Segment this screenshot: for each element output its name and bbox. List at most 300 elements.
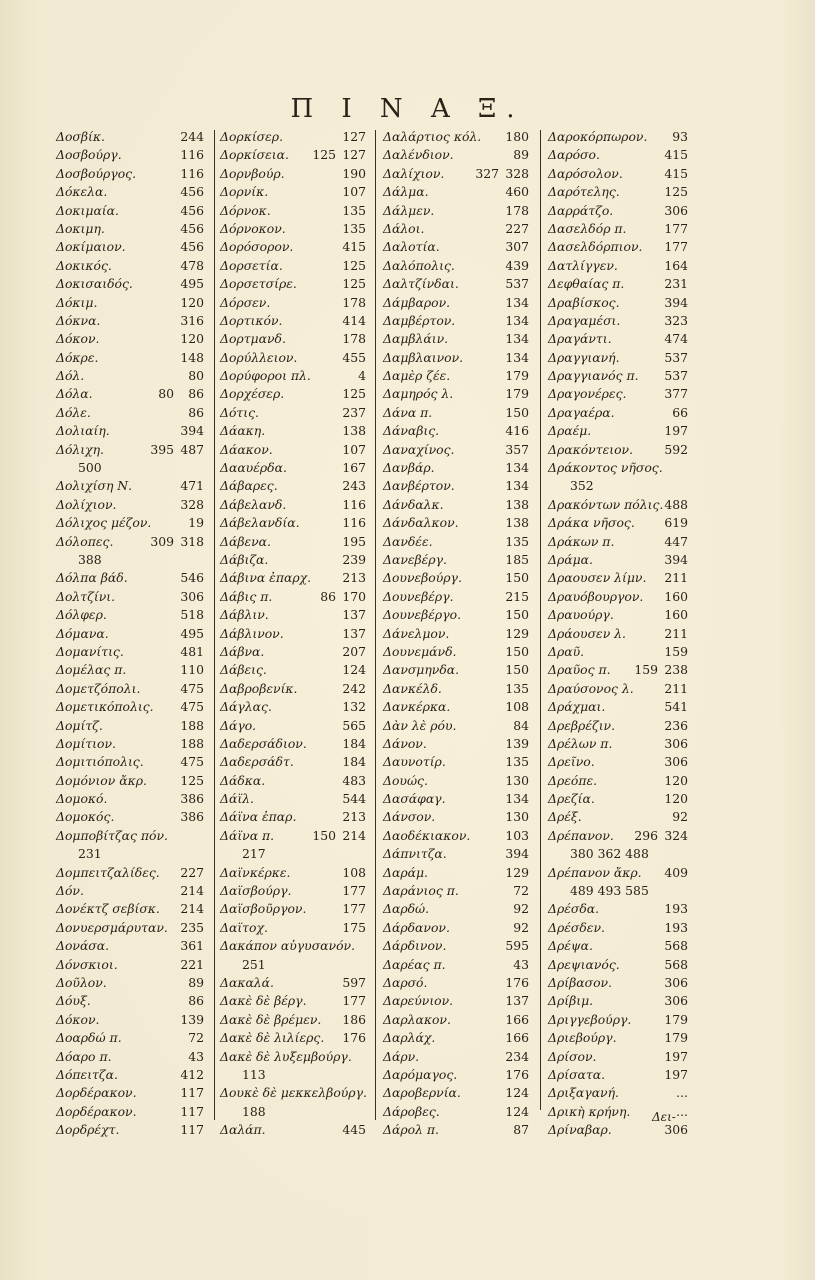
entry-term: Δαϊτοχ. (220, 919, 268, 935)
entry-page-number: 214 (180, 901, 204, 917)
entry-term: Δαμηρός λ. (383, 386, 454, 402)
entry-term: Δόυξ. (56, 993, 91, 1009)
entry-page-number: 125 (664, 184, 688, 200)
entry-term: 388 (78, 551, 102, 567)
index-entry (220, 422, 366, 440)
entry-page-number: 66 (672, 404, 688, 420)
entry-page-number: 386 (180, 791, 204, 807)
entry-term: Δαράνιος π. (383, 883, 459, 899)
entry-term: Δαλοτία. (383, 239, 440, 255)
entry-page-number: 43 (513, 956, 529, 972)
index-entry (56, 790, 204, 808)
entry-page-number: 537 (664, 349, 688, 365)
entry-page-number: 89 (188, 974, 204, 990)
entry-page-number: 108 (342, 864, 366, 880)
entry-term: Δάλμα. (383, 184, 429, 200)
entry-term: Δόκελα. (56, 184, 108, 200)
entry-term: Δόρνοκον. (220, 220, 286, 236)
entry-page-number: 179 (664, 1030, 688, 1046)
index-entry (548, 735, 688, 753)
index-column-2 (220, 128, 366, 1139)
entry-page-number: 139 (180, 1011, 204, 1027)
entry-term: Δόν. (56, 883, 84, 899)
entry-term: Δακὲ δὲ βέργ. (220, 993, 307, 1009)
entry-page-number: 138 (505, 515, 529, 531)
index-entry (383, 330, 529, 348)
entry-term: Δασελδόρπιον. (548, 239, 643, 255)
entry-page-number: 386 (180, 809, 204, 825)
entry-page-number: 130 (505, 809, 529, 825)
entry-page-number: 188 (180, 717, 204, 733)
index-entry (220, 827, 366, 845)
index-entry (220, 992, 366, 1010)
entry-term: Δαϊσβούργ. (220, 883, 292, 899)
entry-page-number: 137 (505, 993, 529, 1009)
index-entry (383, 864, 529, 882)
index-entry (383, 477, 529, 495)
entry-term: Δραγαμέσι. (548, 312, 621, 328)
entry-page-number: 488 (664, 496, 688, 512)
entry-term: Δατλίγγεν. (548, 257, 618, 273)
index-entry (383, 1084, 529, 1102)
entry-page-number: 195 (342, 533, 366, 549)
index-entry (56, 1011, 204, 1029)
index-entry (548, 864, 688, 882)
entry-term: Δραγάντι. (548, 331, 612, 347)
entry-term: Δάπνιτζα. (383, 846, 447, 862)
entry-term: Δραῦος π. (548, 662, 611, 678)
index-entry (383, 238, 529, 256)
entry-term: Δομοκός. (56, 809, 115, 825)
entry-term: Δόκον. (56, 1011, 100, 1027)
entry-term: Δασάφαγ. (383, 791, 446, 807)
entry-page-number: 296 (634, 827, 658, 843)
entry-page-number: 129 (505, 864, 529, 880)
index-entry (220, 735, 366, 753)
index-entry (220, 404, 366, 422)
entry-term: Δάνον. (383, 735, 427, 751)
entry-term: Δουνεβέργο. (383, 607, 462, 623)
entry-term: Δαρδώ. (383, 901, 430, 917)
entry-term: Δάβελανδία. (220, 515, 300, 531)
entry-page-number: 124 (505, 1103, 529, 1119)
entry-page-number: 184 (342, 735, 366, 751)
entry-term: Δάβεις. (220, 662, 267, 678)
index-entry (383, 551, 529, 569)
entry-page-number: 86 (188, 993, 204, 1009)
entry-term: Δασελδόρ π. (548, 220, 627, 236)
index-entry (220, 1048, 366, 1066)
entry-term: 352 (570, 478, 594, 494)
index-entry (220, 459, 366, 477)
entry-term: Δομανίτις. (56, 643, 124, 659)
entry-term: Δομοκό. (56, 791, 108, 807)
index-entry (548, 183, 688, 201)
entry-term: Δάϊνα ἐπαρ. (220, 809, 297, 825)
entry-term: Δορνίκ. (220, 184, 269, 200)
entry-page-number: 475 (180, 699, 204, 715)
entry-page-number: 537 (505, 276, 529, 292)
entry-page-number: 4 (358, 368, 366, 384)
index-entry (548, 441, 688, 459)
entry-term: Δάβλινον. (220, 625, 284, 641)
entry-page-number: 19 (188, 515, 204, 531)
entry-term: Δαρόσο. (548, 147, 600, 163)
entry-term: Δονυερσμάρυταν. (56, 919, 168, 935)
entry-page-number: 456 (180, 220, 204, 236)
entry-page-number: 178 (342, 294, 366, 310)
entry-term: Δομόνιον ἄκρ. (56, 772, 147, 788)
entry-term: Δριξαγανή. (548, 1085, 619, 1101)
index-entry (56, 533, 204, 551)
entry-term: Δαμβέρτον. (383, 312, 456, 328)
index-entry (220, 533, 366, 551)
entry-term: Δομετικόπολις. (56, 699, 154, 715)
entry-term: Δολιαίη. (56, 423, 110, 439)
index-entry (220, 441, 366, 459)
index-entry (383, 569, 529, 587)
index-entry (56, 349, 204, 367)
entry-term: Δόλπα βάδ. (56, 570, 128, 586)
index-entry (548, 625, 688, 643)
index-entry (56, 128, 204, 146)
entry-term: Δόλοπες. (56, 533, 114, 549)
entry-page-number: 116 (180, 165, 204, 181)
index-entry (56, 1048, 204, 1066)
entry-term: Δρέψα. (548, 938, 593, 954)
entry-page-number: 361 (180, 938, 204, 954)
entry-page-number: 357 (505, 441, 529, 457)
index-entry (220, 661, 366, 679)
entry-page-number: 186 (342, 1011, 366, 1027)
entry-term: Δότις. (220, 404, 259, 420)
entry-term: Δααυέρδα. (220, 460, 287, 476)
index-entry (56, 294, 204, 312)
entry-page-number: 197 (664, 1066, 688, 1082)
index-entry (56, 367, 204, 385)
entry-term: Δαρσό. (383, 974, 428, 990)
index-entry (383, 827, 529, 845)
entry-term: Δρίσατα. (548, 1066, 606, 1082)
index-entry (220, 514, 366, 532)
entry-term: Δονέκτζ σεβίσκ. (56, 901, 160, 917)
index-entry (56, 514, 204, 532)
entry-term: Δαρράτζο. (548, 202, 614, 218)
entry-term: Δομιτιόπολις. (56, 754, 144, 770)
entry-page-number: 116 (342, 496, 366, 512)
entry-page-number: 170 (342, 588, 366, 604)
index-entry (56, 956, 204, 974)
index-entry (220, 882, 366, 900)
entry-page-number: 150 (505, 404, 529, 420)
index-entry (56, 698, 204, 716)
entry-page-number: 455 (342, 349, 366, 365)
entry-page-number: 394 (664, 294, 688, 310)
entry-page-number: 619 (664, 515, 688, 531)
index-entry (383, 643, 529, 661)
entry-term: Δάρδανον. (383, 919, 450, 935)
index-entry (220, 1084, 366, 1102)
entry-page-number: 177 (664, 220, 688, 236)
entry-term: Δαρόσολον. (548, 165, 623, 181)
entry-page-number: 107 (342, 184, 366, 200)
entry-term: Δραύσονος λ. (548, 680, 634, 696)
entry-term: Δόκιμ. (56, 294, 98, 310)
entry-term: Δάβνα. (220, 643, 265, 659)
entry-term: Δαρλακον. (383, 1011, 451, 1027)
entry-term: Δρεψιανός. (548, 956, 620, 972)
index-entry (548, 496, 688, 514)
index-entry (220, 625, 366, 643)
index-entry (383, 183, 529, 201)
entry-term: Δορδέρακον. (56, 1085, 137, 1101)
entry-term: Δρακόντων πόλις. (548, 496, 664, 512)
entry-term: Δαμὲρ ζέε. (383, 368, 451, 384)
entry-term: Δάνδαλκον. (383, 515, 459, 531)
entry-page-number: 72 (188, 1030, 204, 1046)
entry-page-number: 80 (188, 368, 204, 384)
entry-page-number: 176 (342, 1030, 366, 1046)
entry-page-number: 150 (505, 662, 529, 678)
index-entry (56, 643, 204, 661)
entry-page-number: 471 (180, 478, 204, 494)
entry-term: Δορκίσεια. (220, 147, 289, 163)
entry-term: Δρίναβαρ. (548, 1122, 612, 1138)
entry-term: Δακαλά. (220, 974, 274, 990)
entry-term: Δάμβαρον. (383, 294, 451, 310)
entry-term: Δαοδέκιακον. (383, 827, 471, 843)
index-continuation (56, 459, 204, 477)
index-entry (220, 680, 366, 698)
entry-page-number: 395 (150, 441, 174, 457)
entry-page-number: 447 (664, 533, 688, 549)
index-entry (383, 459, 529, 477)
entry-term: Δαϊσβοῦργον. (220, 901, 307, 917)
entry-page-number: 215 (505, 588, 529, 604)
entry-page-number: 116 (342, 515, 366, 531)
entry-page-number: 117 (180, 1085, 204, 1101)
entry-page-number: 127 (342, 129, 366, 144)
index-entry (56, 864, 204, 882)
entry-term: Δουνεμάνδ. (383, 643, 457, 659)
entry-term: Δαϊνκέρκε. (220, 864, 291, 880)
entry-page-number: 177 (342, 993, 366, 1009)
entry-page-number: 167 (342, 460, 366, 476)
entry-page-number: 544 (342, 791, 366, 807)
entry-term: Δοσβούργος. (56, 165, 137, 181)
index-entry (548, 661, 688, 679)
index-entry (220, 974, 366, 992)
index-entry (220, 238, 366, 256)
entry-page-number: 481 (180, 643, 204, 659)
entry-page-number: 132 (342, 699, 366, 715)
index-entry (548, 643, 688, 661)
entry-page-number: 306 (664, 974, 688, 990)
entry-term: Δανβέρτον. (383, 478, 455, 494)
entry-page-number: 125 (180, 772, 204, 788)
entry-page-number: 86 (188, 404, 204, 420)
entry-term: Δραέμ. (548, 423, 592, 439)
index-entry (220, 698, 366, 716)
index-entry (56, 588, 204, 606)
index-entry (548, 1066, 688, 1084)
index-entry (383, 422, 529, 440)
entry-term: Δανδέε. (383, 533, 433, 549)
entry-page-number: 135 (505, 533, 529, 549)
entry-page-number: 135 (505, 754, 529, 770)
entry-term: Δρικὴ κρήνη. (548, 1103, 631, 1119)
index-entry (56, 937, 204, 955)
index-entry (56, 146, 204, 164)
index-entry (56, 385, 204, 403)
entry-page-number: 414 (342, 312, 366, 328)
entry-term: 251 (242, 956, 266, 972)
entry-page-number: ... (676, 1085, 688, 1101)
entry-page-number: 92 (513, 901, 529, 917)
index-entry (383, 588, 529, 606)
index-entry (383, 496, 529, 514)
entry-page-number: 327 (475, 165, 499, 181)
entry-page-number: 412 (180, 1066, 204, 1082)
index-entry (56, 202, 204, 220)
entry-page-number: 213 (342, 809, 366, 825)
index-entry (548, 937, 688, 955)
entry-term: Δάνδαλκ. (383, 496, 444, 512)
index-continuation (220, 1066, 366, 1084)
entry-page-number: 483 (342, 772, 366, 788)
index-entry (383, 937, 529, 955)
entry-page-number: 184 (342, 754, 366, 770)
index-entry (56, 238, 204, 256)
entry-page-number: 89 (513, 147, 529, 163)
entry-term: Δανβάρ. (383, 460, 435, 476)
entry-term: Δρίβιμ. (548, 993, 594, 1009)
entry-page-number: 80 (158, 386, 174, 402)
index-entry (548, 992, 688, 1010)
index-entry (548, 569, 688, 587)
index-entry (548, 294, 688, 312)
index-entry (548, 827, 688, 845)
index-continuation (56, 551, 204, 569)
entry-page-number: 328 (180, 496, 204, 512)
index-entry (383, 845, 529, 863)
entry-page-number: 306 (664, 1122, 688, 1138)
index-entry (383, 698, 529, 716)
index-entry (56, 1029, 204, 1047)
entry-page-number: 211 (664, 570, 688, 586)
index-entry (383, 1048, 529, 1066)
entry-page-number: 595 (505, 938, 529, 954)
index-entry (548, 128, 688, 146)
entry-term: Δάβαρες. (220, 478, 278, 494)
index-entry (56, 569, 204, 587)
entry-page-number: 541 (664, 699, 688, 715)
index-entry (220, 146, 366, 164)
entry-term: Δολίχιον. (56, 496, 117, 512)
entry-term: Δρίσον. (548, 1048, 597, 1064)
entry-page-number: 318 (180, 533, 204, 549)
index-entry (220, 312, 366, 330)
index-entry (220, 808, 366, 826)
column-divider (214, 130, 215, 1120)
entry-term: Δρεβρέζιν. (548, 717, 616, 733)
entry-page-number: 92 (672, 809, 688, 825)
index-entry (383, 514, 529, 532)
entry-page-number: 92 (513, 919, 529, 935)
entry-page-number: 127 (342, 147, 366, 163)
index-entry (56, 1103, 204, 1121)
entry-page-number: 86 (188, 386, 204, 402)
entry-page-number: 125 (342, 257, 366, 273)
index-entry (548, 772, 688, 790)
index-entry (220, 165, 366, 183)
index-entry (383, 735, 529, 753)
entry-page-number: 116 (180, 147, 204, 163)
index-entry (548, 220, 688, 238)
entry-term: Δοαρδώ π. (56, 1030, 122, 1046)
entry-page-number: ... (676, 1103, 688, 1119)
entry-page-number: 120 (664, 772, 688, 788)
entry-term: Δραβίσκος. (548, 294, 620, 310)
entry-term: Δρέπανον ἄκρ. (548, 864, 642, 880)
index-entry (548, 551, 688, 569)
entry-page-number: 592 (664, 441, 688, 457)
entry-page-number: 185 (505, 551, 529, 567)
entry-page-number: 221 (180, 956, 204, 972)
entry-term: Δραγονέρες. (548, 386, 627, 402)
entry-page-number: 188 (180, 735, 204, 751)
entry-page-number: 238 (664, 662, 688, 678)
entry-page-number: 495 (180, 625, 204, 641)
index-entry (548, 588, 688, 606)
entry-term: Δόκρε. (56, 349, 99, 365)
entry-term: Δορνβούρ. (220, 165, 285, 181)
entry-page-number: 323 (664, 312, 688, 328)
entry-term: Δραυόβουργον. (548, 588, 644, 604)
entry-page-number: 160 (664, 588, 688, 604)
entry-page-number: 211 (664, 625, 688, 641)
entry-term: Δανκέρκα. (383, 699, 451, 715)
entry-page-number: 306 (664, 993, 688, 1009)
entry-page-number: 456 (180, 202, 204, 218)
entry-page-number: 138 (342, 423, 366, 439)
entry-term: Δραυούργ. (548, 607, 614, 623)
entry-page-number: 394 (664, 551, 688, 567)
entry-page-number: 129 (505, 625, 529, 641)
entry-term: Δρέξ. (548, 809, 582, 825)
index-entry (220, 202, 366, 220)
index-entry (56, 441, 204, 459)
entry-page-number: 316 (180, 312, 204, 328)
index-entry (56, 1121, 204, 1139)
entry-page-number: 193 (664, 901, 688, 917)
entry-page-number: 125 (342, 276, 366, 292)
entry-term: Δάδκα. (220, 772, 266, 788)
index-entry (56, 974, 204, 992)
index-entry (548, 514, 688, 532)
entry-term: Δόλα. (56, 386, 93, 402)
entry-page-number: 166 (505, 1030, 529, 1046)
index-entry (56, 1066, 204, 1084)
index-entry (548, 919, 688, 937)
entry-page-number: 213 (342, 570, 366, 586)
index-entry (220, 606, 366, 624)
entry-page-number: 415 (342, 239, 366, 255)
entry-page-number: 415 (664, 147, 688, 163)
entry-term: Δραγγιανός π. (548, 368, 639, 384)
entry-term: Δρεζία. (548, 791, 595, 807)
entry-term: Δράουσεν λ. (548, 625, 626, 641)
